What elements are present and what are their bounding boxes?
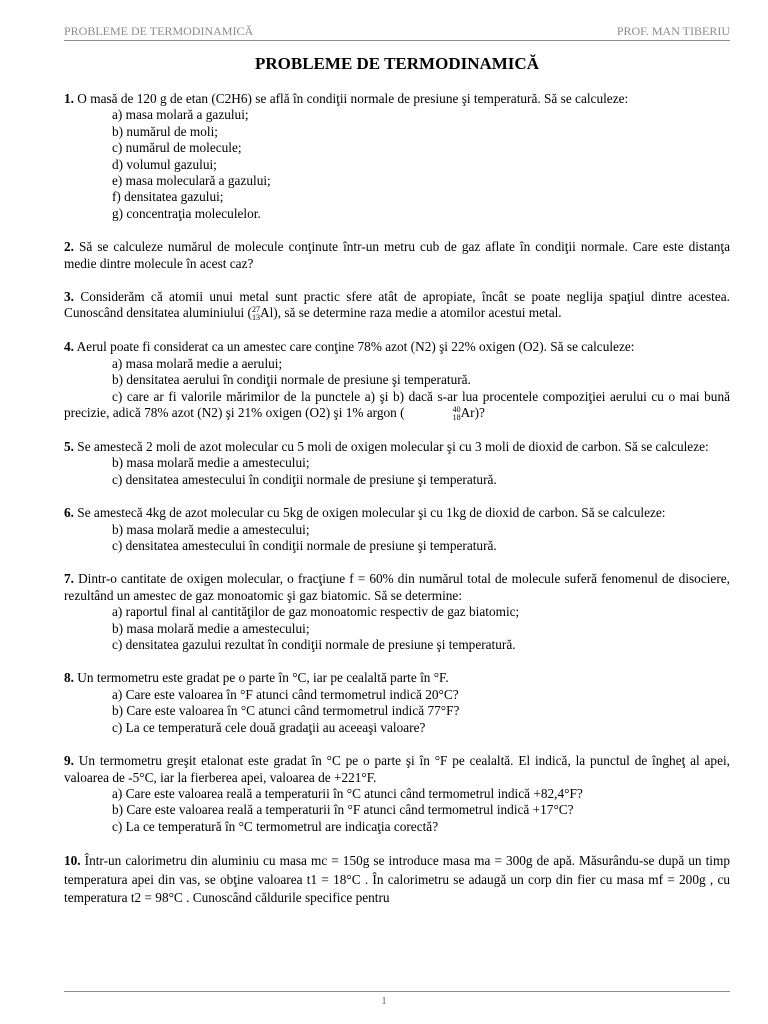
problem-7 (64, 571, 730, 653)
problem-10 (64, 852, 730, 908)
problem-1 (64, 91, 730, 222)
nuclide-notation: 27 13 (251, 305, 260, 323)
running-header (64, 24, 730, 41)
option: b) masa molară medie a amestecului; (112, 521, 310, 537)
option: e) masa moleculară a gazului; (112, 173, 271, 189)
problem-number: 6. (64, 505, 74, 521)
option: c) numărul de molecule; (112, 140, 242, 156)
problem-number: 4. (64, 339, 74, 355)
option: c) La ce temperatură cele două gradaţii au aceeaşi valoare? (112, 719, 426, 735)
problem-text: Se amestecă 2 moli de azot molecular cu 5 moli de oxigen molecular şi cu 3 moli de dioxid de carbon. Să se calculeze: (73, 439, 709, 454)
option: f) densitatea gazului; (112, 189, 224, 205)
problem-number: 9. (64, 753, 74, 769)
option: a) raportul final al cantităţilor de gaz monoatomic respectiv de gaz biatomic; (112, 604, 520, 620)
header-right: PROF. MAN TIBERIU (616, 24, 730, 38)
problem-text: Dintr-o cantitate de oxigen molecular, o fracţiune f = 60% din numărul total de molecule suferă fenomenul de disociere, rezultând un amestec de gaz monoatomic şi gaz biatomic. Să se determine: (64, 571, 730, 603)
problem-number: 10. (64, 853, 81, 869)
option: b) Care este valoarea în °C atunci când termometrul indică 77°F? (112, 703, 460, 719)
nuclide-symbol: Al (259, 305, 274, 321)
problem-text: Un termometru este gradat pe o parte în °C, iar pe cealaltă parte în °F. (73, 670, 449, 686)
footer-divider (64, 991, 730, 992)
option: c) La ce temperatură în °C termometrul are indicaţia corectă? (112, 818, 439, 834)
option: a) masa molară medie a aerului; (112, 355, 283, 371)
problem-number: 2. (64, 239, 74, 255)
option: b) numărul de moli; (112, 123, 218, 139)
problem-number: 3. (64, 289, 74, 305)
problem-number: 7. (64, 571, 74, 587)
option: a) Care este valoarea în °F atunci când termometrul indică 20°C? (112, 686, 459, 702)
problem-text: Considerăm că atomii unui metal sunt practic sfere atât de apropiate, încât se poate neglija spaţiul dintre acestea. Cunoscând densitatea aluminiului ( (64, 289, 730, 321)
option: b) masa molară medie a amestecului; (112, 620, 310, 636)
option: g) concentraţia moleculelor. (112, 205, 261, 221)
problem-number: 1. (64, 91, 74, 106)
problem-text: Să se calculeze numărul de molecule conţinute într-un metru cub de gaz aflate în condiţii normale. Care este distanţa medie dintre molecule în acest caz? (64, 239, 730, 271)
nuclide-symbol: Ar (460, 405, 475, 421)
option: c) densitatea gazului rezultat în condiţii normale de presiune şi temperatură. (112, 637, 516, 653)
page-title: PROBLEME DE TERMODINAMICĂ (255, 54, 539, 73)
problem-text: Aerul poate fi considerat ca un amestec care conţine 78% azot (N2) şi 22% oxigen (O2). Să se calculeze: (73, 339, 635, 355)
option: a) Care este valoarea reală a temperaturii în °C atunci când termometrul indică +82,4°F? (112, 785, 583, 801)
page-number: 1 (381, 995, 387, 1007)
problem-9 (64, 753, 730, 835)
problem-4 (64, 339, 730, 422)
problem-3 (64, 289, 730, 322)
option: d) volumul gazului; (112, 156, 217, 172)
option: c) densitatea amestecului în condiţii normale de presiune şi temperatură. (112, 538, 497, 554)
nuclide-notation: 40 18 (452, 405, 461, 422)
problem-text: O masă de 120 g de etan (C2H6) se află în condiţii normale de presiune şi temperatură. Să se calculeze: (73, 91, 629, 106)
option: a) masa molară a gazului; (112, 107, 249, 123)
problem-8 (64, 670, 730, 736)
option: b) Care este valoarea reală a temperaturii în °F atunci când termometrul indică +17°C? (112, 802, 574, 818)
problem-text: Într-un calorimetru din aluminiu cu masa mc = 150g se introduce masa ma = 300g de apă. Măsurându-se după un timp temperatura apei din vas, se obţine valoarea t1 = 18°C . În calorimetru se adaugă un corp din fier cu masa mf = 200g , cu temperatura t2 = 98°C . Cunoscând căldurile specifice pentru (64, 853, 730, 906)
option: b) masa molară medie a amestecului; (112, 455, 310, 471)
problem-text-end: ), să se determine raza medie a atomilor acestui metal. (273, 305, 562, 321)
problem-2 (64, 239, 730, 272)
problem-6 (64, 505, 730, 554)
problems-list (64, 91, 730, 925)
problem-5 (64, 439, 730, 488)
option: b) densitatea aerului în condiţii normale de presiune şi temperatură. (112, 372, 471, 388)
problem-number: 8. (64, 670, 74, 686)
header-left: PROBLEME DE TERMODINAMICĂ (64, 24, 254, 38)
option: c) densitatea amestecului în condiţii normale de presiune şi temperatură. (112, 471, 497, 487)
option-c: c) care ar fi valorile mărimilor de la punctele a) şi b) dacă s-ar lua procentele compoziţiei aerului cu o mai bună precizie, adică 78% azot (N2) şi 21% oxigen (O2) şi 1% argon ( 40 18 Ar)? (64, 388, 730, 422)
problem-text: Un termometru greşit etalonat este gradat în °C pe o parte şi în °F pe cealaltă. El indică, la punctul de îngheţ al apei, valoarea de -5°C, iar la fierberea apei, valoarea de +221°F. (64, 753, 730, 785)
problem-text: Se amestecă 4kg de azot molecular cu 5kg de oxigen molecular şi cu 1kg de dioxid de carbon. Să se calculeze: (73, 505, 666, 521)
problem-number: 5. (64, 439, 74, 454)
